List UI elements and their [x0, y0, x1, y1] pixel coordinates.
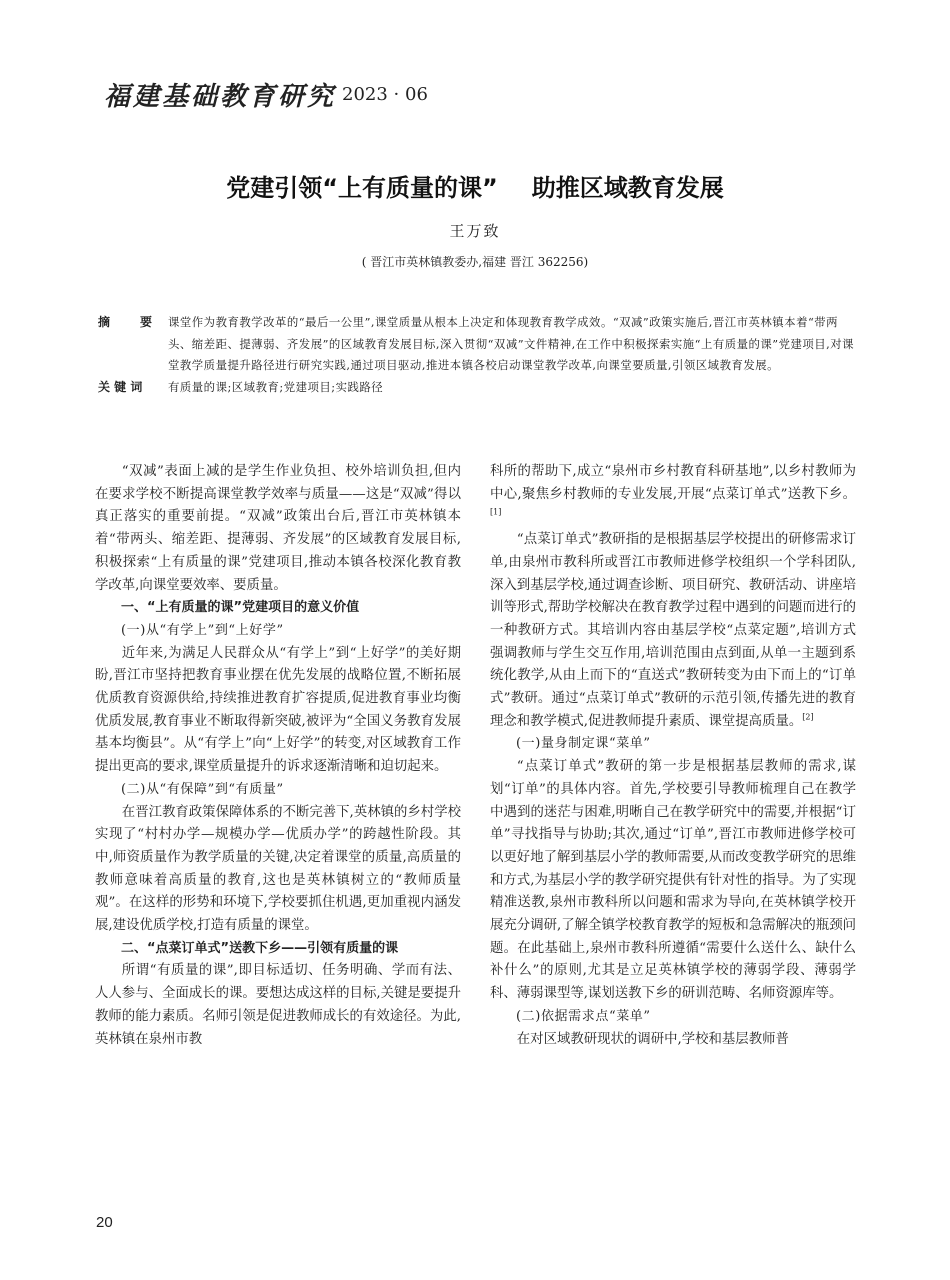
paragraph: 在对区域教研现状的调研中,学校和基层教师普	[516, 1031, 789, 1047]
article-title-part1: 党建引领“上有质量的课”	[226, 174, 498, 202]
paragraph: 所谓“有质量的课”,即目标适切、任务明确、学而有法、人人参与、全面成长的课。要想达成这样的目标,关键是要提升教师的能力素质。名师引领是促进教师成长的有效途径。为此,英林镇在泉州市教	[95, 963, 461, 1047]
paragraph: “点菜订单式”教研的第一步是根据基层教师的需求,谋划“订单”的具体内容。首先,学校要引导教师梳理自己在教学中遇到的迷茫与困难,明晰自己在教学研究中的需要,并根据“订单”寻找指导与协助;其次,通过“订单”,晋江市教师进修学校可以更好地了解到基层小学的教师需要,从而改变教学研究的思维和方式,为基层小学的教学研究提供有针对性的指导。为了实现精准送教,泉州市教科所以问题和需求为导向,在英林镇学校开展充分调研,了解全镇学校教育教学的短板和急需解决的瓶颈问题。在此基础上,泉州市教科所遵循“需要什么送什么、缺什么补什么”的原则,尤其是立足英林镇学校的薄弱学段、薄弱学科、薄弱课型等,谋划送教下乡的研训范畴、名师资源库等。	[490, 759, 856, 1002]
subsection-heading: (二)依据需求点“菜单”	[516, 1008, 651, 1024]
body-column-left	[95, 461, 461, 1051]
journal-issue: 2023 · 06	[342, 83, 428, 105]
paragraph: 在晋江教育政策保障体系的不断完善下,英林镇的乡村学校实现了“村村办学—规模办学—优质办学”的跨越性阶段。其中,师资质量作为教学质量的关键,决定着课堂的质量,高质量的教师意味着高质量的教育,这也是英林镇树立的“教师质量观”。在这样的形势和环境下,学校要抓住机遇,更加重视内涵发展,建设优质学校,打造有质量的课堂。	[95, 804, 461, 934]
paragraph-text: 科所的帮助下,成立“泉州市乡村教育科研基地”,以乡村教师为中心,聚焦乡村教师的专业发展,开展“点菜订单式”送教下乡。	[490, 464, 856, 502]
abstract-label-char1: 摘	[98, 315, 111, 329]
paragraph-text: “点菜订单式”教研指的是根据基层学校提出的研修需求订单,由泉州市教科所或晋江市教师进修学校组织一个学科团队,深入到基层学校,通过调查诊断、项目研究、教研活动、讲座培训等形式,帮助学校解决在教育教学过程中遇到的问题而进行的一种教研方式。其培训内容由基层学校“点菜定题”,培训方式强调教师与学生交互作用,培训范围由点到面,从单一主题到系统化教学,从由上而下的“直送式”教研转变为由下而上的“订单式”教研。通过“点菜订单式”教研的示范引领,传播先进的教育理念和教学模式,促进教师提升素质、课堂提高质量。	[490, 532, 856, 729]
paragraph	[490, 529, 856, 733]
keywords-row	[98, 377, 858, 399]
paragraph-continued	[490, 461, 856, 529]
body-column-right	[490, 461, 856, 1051]
keywords-label: 关 键 词	[98, 379, 143, 394]
page-number: 20	[96, 1214, 113, 1231]
abstract-block	[98, 312, 858, 398]
article-affiliation: ( 晋江市英林镇教委办,福建 晋江 362256)	[361, 255, 589, 269]
abstract-label	[98, 312, 168, 377]
paragraph: “双减”表面上减的是学生作业负担、校外培训负担,但内在要求学校不断提高课堂教学效率与质量——这是“双减”得以真正落实的重要前提。“双减”政策出台后,晋江市英林镇本着“带两头、缩差距、提薄弱、齐发展”的区域教育发展目标,积极探索“上有质量的课”党建项目,推动本镇各校深化教育教学改革,向课堂要效率、要质量。	[95, 464, 461, 593]
abstract-label-char2: 要	[140, 315, 153, 329]
keywords-text: 有质量的课;区域教育;党建项目;实践路径	[168, 379, 384, 394]
abstract-text: 课堂作为教育教学改革的“最后一公里”,课堂质量从根本上决定和体现教育教学成效。“双减”政策实施后,晋江市英林镇本着“带两头、缩差距、提薄弱、齐发展”的区域教育发展目标,深入贯彻“双减”文件精神,在工作中积极探索实施“上有质量的课”党建项目,对课堂教学质量提升路径进行研究实践,通过项目驱动,推进本镇各校启动课堂教学改革,向课堂要质量,引领区域教育发展。	[168, 315, 855, 373]
abstract-row	[98, 312, 858, 377]
citation-2: [2]	[802, 712, 814, 722]
subsection-heading: (二)从“有保障”到“有质量”	[121, 781, 284, 797]
journal-header	[104, 74, 428, 114]
article-author: 王万致	[449, 222, 501, 240]
article-title-part2: 助推区域教育发展	[531, 174, 724, 202]
citation-1: [1]	[490, 507, 502, 517]
section-heading: 一、“上有质量的课”党建项目的意义价值	[121, 600, 360, 616]
section-heading: 二、“点菜订单式”送教下乡——引领有质量的课	[121, 940, 399, 956]
subsection-heading: (一)量身制定课“菜单”	[516, 736, 651, 752]
paragraph: 近年来,为满足人民群众从“有学上”到“上好学”的美好期盼,晋江市坚持把教育事业摆在优先发展的战略位置,不断拓展优质教育资源供给,持续推进教育扩容提质,促进教育事业均衡优质发展,教育事业不断取得新突破,被评为“全国义务教育发展基本均衡县”。从“有学上”向“上好学”的转变,对区域教育工作提出更高的要求,课堂质量提升的诉求逐渐清晰和迫切起来。	[95, 645, 461, 775]
article-title	[0, 168, 950, 203]
subsection-heading: (一)从“有学上”到“上好学”	[121, 622, 284, 638]
journal-name: 福建基础教育研究	[104, 81, 337, 112]
